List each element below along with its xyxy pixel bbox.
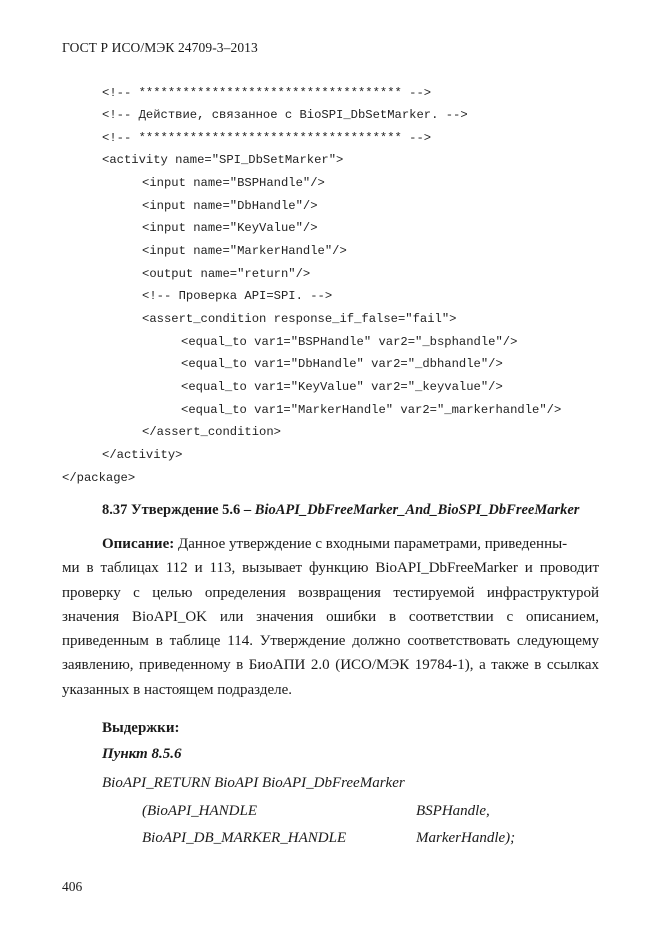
param-type: BioAPI_DB_MARKER_HANDLE	[142, 830, 347, 846]
param-name: MarkerHandle);	[416, 830, 516, 846]
code-line: </activity>	[102, 448, 183, 462]
code-line: <!-- Действие, связанное с BioSPI_DbSetMarker. -->	[102, 108, 468, 122]
excerpts-label: Выдержки:	[102, 720, 180, 736]
code-line: <!-- ************************************ -->	[102, 86, 432, 100]
code-line: <!-- ************************************ -->	[102, 131, 432, 145]
param-type: (BioAPI_HANDLE	[142, 803, 257, 819]
code-line: <equal_to var1="MarkerHandle" var2="_markerhandle"/>	[181, 403, 562, 417]
description-paragraph	[62, 532, 599, 702]
section-heading	[102, 502, 579, 519]
param-name: BSPHandle,	[416, 803, 490, 819]
description-rest: ми в таблицах 112 и 113, вызывает функцию BioAPI_DbFreeMarker и проводит проверку с целью определения возвращения тестируемой инфраструктурой значения BioAPI_OK или значения ошибки в соответствии с описанием, приведенным в таблице 114. Утверждение должно соответствовать следующему заявлению, приведенному в БиоАПИ 2.0 (ИСО/МЭК 19784-1), а также в ссылках указанных в настоящем подразделе.	[62, 560, 599, 698]
page-number: 406	[62, 879, 83, 894]
code-line: <input name="BSPHandle"/>	[142, 176, 325, 190]
clause-label: Пункт 8.5.6	[102, 746, 182, 762]
code-line: <input name="MarkerHandle"/>	[142, 244, 347, 258]
code-line: <equal_to var1="BSPHandle" var2="_bsphandle"/>	[181, 335, 518, 349]
section-number: 8.37	[102, 502, 128, 518]
code-line: </assert_condition>	[142, 425, 281, 439]
description-first-line	[62, 532, 599, 556]
description-first-text: Данное утверждение с входными параметрами, приведенны-	[177, 536, 568, 552]
code-line: <input name="DbHandle"/>	[142, 199, 318, 213]
code-line: <!-- Проверка API=SPI. -->	[142, 289, 333, 303]
signature-line: BioAPI_RETURN BioAPI BioAPI_DbFreeMarker	[102, 775, 405, 791]
document-header: ГОСТ Р ИСО/МЭК 24709-3–2013	[62, 40, 258, 55]
code-line: <output name="return"/>	[142, 267, 311, 281]
section-title-italic: BioAPI_DbFreeMarker_And_BioSPI_DbFreeMarker	[254, 502, 580, 518]
code-line: <assert_condition response_if_false="fail">	[142, 312, 457, 326]
description-label: Описание:	[102, 536, 175, 552]
code-line: <equal_to var1="KeyValue" var2="_keyvalue"/>	[181, 380, 503, 394]
code-line: <activity name="SPI_DbSetMarker">	[102, 153, 344, 167]
section-title-prefix: Утверждение 5.6 –	[131, 502, 252, 518]
code-line: </package>	[62, 471, 136, 485]
code-line: <equal_to var1="DbHandle" var2="_dbhandle"/>	[181, 357, 503, 371]
code-line: <input name="KeyValue"/>	[142, 221, 318, 235]
